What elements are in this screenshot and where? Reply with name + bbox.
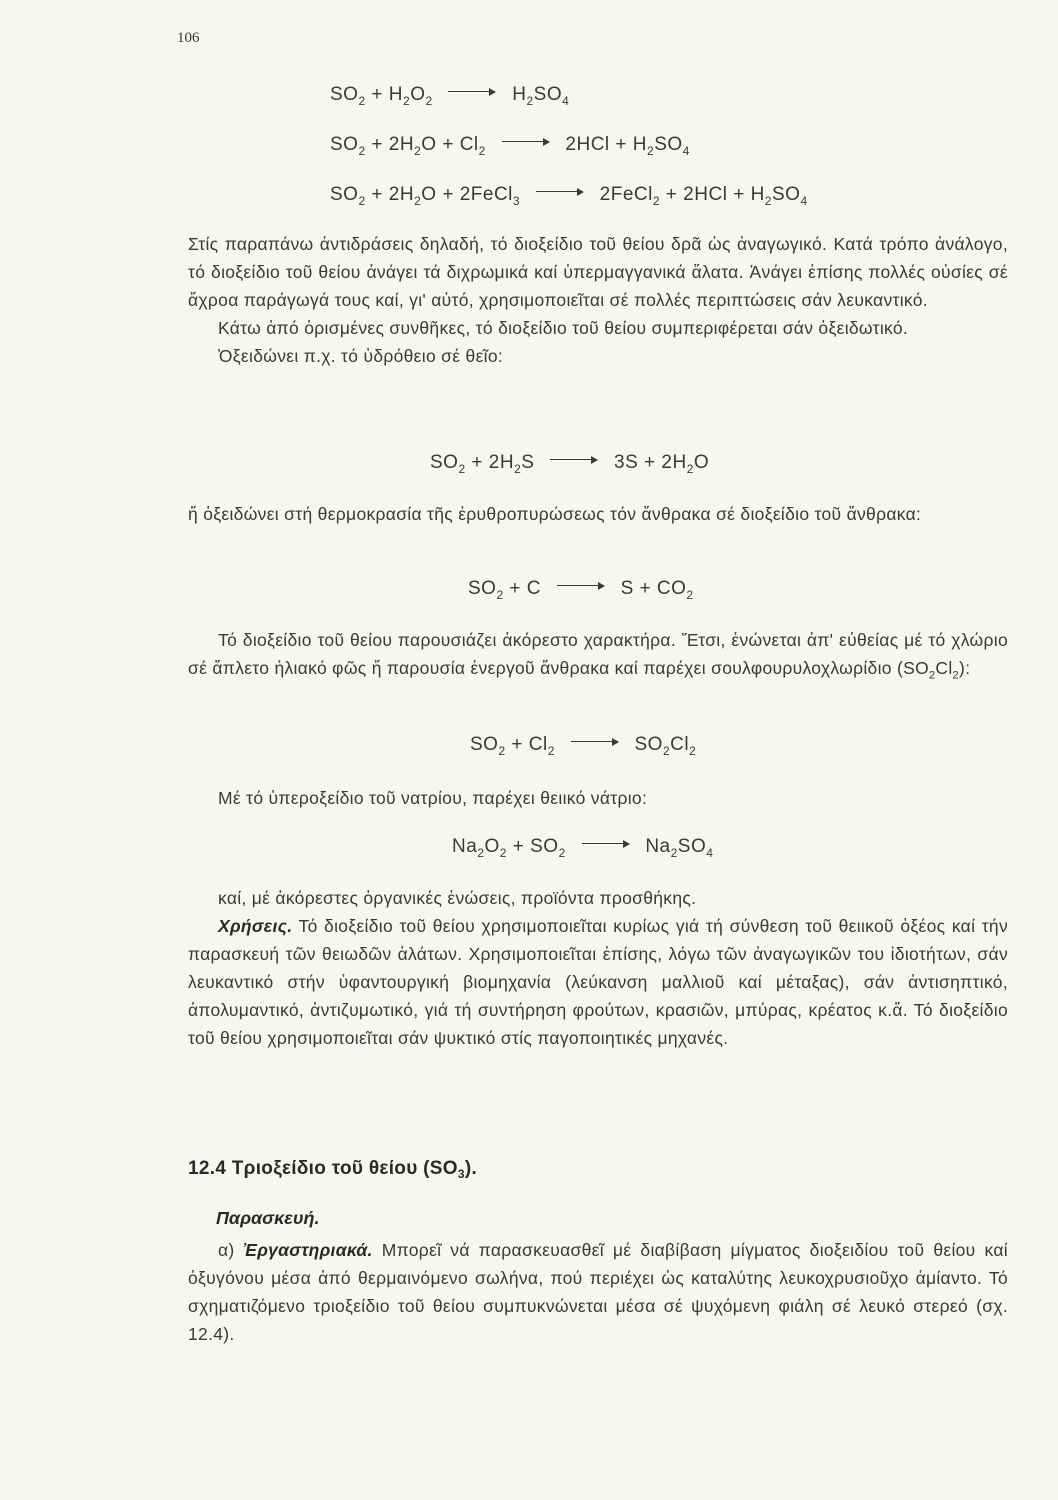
equation-6: $SO_2 + Cl_2$ $SO_2Cl_2$ bbox=[470, 734, 697, 758]
paragraph-reducing bbox=[188, 230, 1008, 370]
equation-5: $SO_2 + C$ $S + CO_2$ bbox=[468, 578, 694, 602]
equation-2: $SO_2 + 2H_2O + Cl_2$ $2HCl + H_2SO_4$ bbox=[330, 134, 690, 158]
subheading-preparation: Παρασκευή. bbox=[216, 1208, 320, 1228]
page-number: 106 bbox=[177, 30, 200, 46]
paragraph-carbon: ἤ ὀξειδώνει στή θερμοκρασία τῆς ἐρυθροπυρώσεως τόν ἄνθρακα σέ διοξείδιο τοῦ ἄνθρακα: bbox=[188, 504, 922, 524]
lab-label: Ἐργαστηριακά. bbox=[243, 1240, 373, 1260]
reaction-arrow bbox=[571, 737, 619, 747]
reaction-arrow bbox=[536, 187, 584, 197]
uses-label: Χρήσεις. bbox=[218, 916, 293, 936]
equation-3: $SO_2 + 2H_2O$ + 2FeCl$_3$ 2FeCl$_2$ + $2HCl + H_2SO_4$ bbox=[330, 184, 808, 208]
paragraph-sodium-peroxide: Μέ τό ὑπεροξείδιο τοῦ νατρίου, παρέχει θειικό νάτριο: bbox=[218, 788, 648, 808]
text-reducing-agent: Στίς παραπάνω ἀντιδράσεις δηλαδή, τό διοξείδιο τοῦ θείου δρᾶ ὡς ἀναγωγικό. Κατά τρόπο ἀνάλογο, τό διοξείδιο τοῦ θείου ἀνάγει τά διχρωμικά καί ὑπερμαγγανικά ἅλατα. Ἀνάγει ἐπίσης πολλές οὐσίες σέ ἄχροα παράγωγά τους καί, γι' αὐτό, χρησιμοποιεῖται σέ πολλές περιπτώσεις σάν λευκαντικό. bbox=[188, 234, 1008, 310]
reaction-arrow bbox=[582, 839, 630, 849]
paragraph-unsaturated: Τό διοξείδιο τοῦ θείου παρουσιάζει ἀκόρεστο χαρακτήρα. Ἔτσι, ἑνώνεται ἀπ' εὐθείας μέ τό χλώριο σέ ἄπλετο ἡλιακό φῶς ἤ παρουσία ἐνεργοῦ ἄνθρακα καί παρέχει σουλφουρυλοχλωρίδιο $(SO_2Cl_2)$: bbox=[188, 630, 1008, 682]
reaction-arrow bbox=[550, 455, 598, 465]
text-oxidizes-h2s: Ὀξειδώνει π.χ. τό ὑδρόθειο σέ θεῖο: bbox=[218, 346, 504, 366]
reaction-arrow bbox=[502, 137, 550, 147]
reaction-arrow bbox=[557, 581, 605, 591]
paragraph-uses bbox=[188, 884, 1008, 1052]
text-uses: Χρήσεις. Τό διοξείδιο τοῦ θείου χρησιμοποιεῖται κυρίως γιά τή σύνθεση τοῦ θειικοῦ ὀξέος καί τήν παρασκευή τῶν θειωδῶν ἁλάτων. Χρησιμοποιεῖται ἐπίσης, λόγω τῶν ἀναγωγικῶν του ἰδιοτήτων, σάν λευκαντικό στήν ὑφαντουργική βιομηχανία (λεύκανση μαλλιοῦ καί μέταξας), σάν ἀντισηπτικό, ἀπολυμαντικό, ἀντιζυμωτικό, γιά τή συντήρηση φρούτων, κρασιῶν, μπύρας, κρέατος κ.ἄ. Τό διοξείδιο τοῦ θείου χρησιμοποιεῖται σάν ψυκτικό στίς παγοποιητικές μηχανές. bbox=[188, 916, 1008, 1048]
equation-1: $SO_2 + H_2O_2$ $H_2SO_4$ bbox=[330, 84, 570, 108]
reaction-arrow bbox=[448, 87, 496, 97]
paragraph-preparation: α) Ἐργαστηριακά. Μπορεῖ νά παρασκευασθεῖ μέ διαβίβαση μίγματος διοξειδίου τοῦ θείου καί ὀξυγόνου μέσα ἀπό θερμαινόμενο σωλήνα, πού περιέχει ὡς καταλύτης λευκοχρυσιοῦχο ἀμίαντο. Τό σχηματιζόμενο τριοξείδιο τοῦ θείου συμπυκνώνεται μέσα σέ ψυχόμενη φιάλη σέ λευκό στερεό (σχ. 12.4). bbox=[188, 1240, 1008, 1344]
text-addition-products: καί, μέ ἀκόρεστες ὀργανικές ἑνώσεις, προϊόντα προσθήκης. bbox=[218, 888, 697, 908]
text-oxidizing-agent: Κάτω ἀπό ὁρισμένες συνθῆκες, τό διοξείδιο τοῦ θείου συμπεριφέρεται σάν ὀξειδωτικό. bbox=[218, 318, 909, 338]
section-heading: 12.4 Τριοξείδιο τοῦ θείου $(SO_3)$. bbox=[188, 1158, 478, 1181]
equation-7: $Na_2O_2 + SO_2$ $Na_2SO_4$ bbox=[452, 836, 714, 860]
equation-4: $SO_2 + 2H_2S$ $3S + 2H_2O$ bbox=[430, 452, 710, 476]
